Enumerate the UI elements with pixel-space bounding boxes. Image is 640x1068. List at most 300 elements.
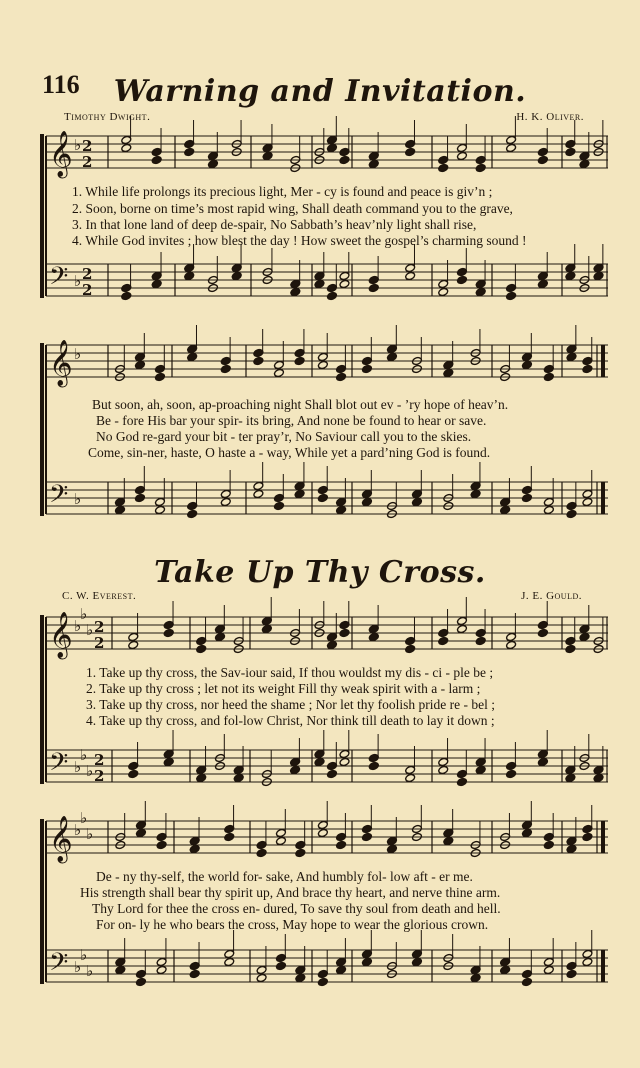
note-head [362, 356, 373, 365]
note-head [290, 287, 301, 296]
note-head [565, 636, 576, 645]
note-head [522, 820, 533, 829]
flat-sign-icon: ♭ [86, 762, 94, 780]
note-head [582, 832, 593, 841]
note-head [500, 505, 511, 514]
note-head [136, 828, 147, 837]
time-signature-icon: 2 [82, 153, 93, 171]
note-head [262, 143, 273, 152]
note-head [412, 949, 423, 958]
note-head [405, 636, 416, 645]
note-head [470, 973, 481, 982]
flat-sign-icon: ♭ [86, 825, 94, 843]
flat-sign-icon: ♭ [86, 962, 94, 980]
note-head [506, 761, 517, 770]
note-head [256, 840, 267, 849]
hymn1-composer: H. K. Oliver. [516, 111, 584, 123]
note-head [187, 509, 198, 518]
treble-clef-icon: 𝄞 [49, 340, 73, 386]
note-head [457, 777, 468, 786]
note-head [565, 644, 576, 653]
note-head [566, 969, 577, 978]
note-head [151, 155, 162, 164]
flat-sign-icon: ♭ [80, 946, 88, 964]
note-head [582, 949, 593, 958]
note-head [339, 155, 350, 164]
note-head [336, 957, 347, 966]
note-head [579, 159, 590, 168]
note-head [336, 497, 347, 506]
hymn1-verse-line-3: 3. In that lone land of deep de-spair, No Sabbath’s heav’nly light shall rise, [72, 217, 477, 232]
note-head [294, 348, 305, 357]
note-head [294, 481, 305, 490]
flat-sign-icon: ♭ [80, 746, 88, 764]
hymn1-refrain-line-4: Come, sin-ner, haste, O haste a - way, While yet a pard’ning God is found. [88, 445, 491, 460]
note-head [368, 159, 379, 168]
note-head [537, 628, 548, 637]
note-head [368, 275, 379, 284]
note-head [593, 271, 604, 280]
note-head [368, 761, 379, 770]
note-head [475, 163, 486, 172]
note-head [470, 965, 481, 974]
note-head [155, 497, 166, 506]
note-head [220, 489, 231, 498]
note-head [565, 263, 576, 272]
note-head [566, 509, 577, 518]
note-head [317, 360, 328, 369]
page-number: 116 [42, 70, 80, 99]
note-head [522, 828, 533, 837]
note-head [475, 757, 486, 766]
note-head [156, 965, 167, 974]
note-head [317, 485, 328, 494]
note-head [336, 840, 347, 849]
time-signature-icon: 2 [94, 751, 105, 769]
note-head [593, 765, 604, 774]
time-signature-icon: 2 [94, 634, 105, 652]
note-head [317, 493, 328, 502]
note-head [475, 636, 486, 645]
note-head [522, 485, 533, 494]
note-head [387, 844, 398, 853]
note-head [412, 489, 423, 498]
note-head [537, 155, 548, 164]
note-head [543, 840, 554, 849]
note-head [156, 840, 167, 849]
note-head [457, 616, 468, 625]
note-head [522, 493, 533, 502]
bass-clef-icon: 𝄢 [49, 480, 69, 515]
note-head [115, 965, 126, 974]
note-head [522, 969, 533, 978]
note-head [128, 761, 139, 770]
flat-sign-icon: ♭ [74, 272, 82, 290]
hymn1-refrain-line-1: But soon, ah, soon, ap-proaching night Shall blot out ev - ’ry hope of heav’n. [92, 397, 509, 412]
note-head [368, 753, 379, 762]
note-head [412, 957, 423, 966]
note-head [128, 640, 139, 649]
note-head [565, 139, 576, 148]
hymn1-refrain-line-3: No God re-gard your bit - ter pray’r, No Saviour call you to the skies. [96, 429, 472, 444]
hymn2-author: C. W. Everest. [62, 590, 137, 602]
note-head [593, 773, 604, 782]
note-head [336, 832, 347, 841]
note-head [163, 757, 174, 766]
note-head [543, 832, 554, 841]
note-head [506, 769, 517, 778]
note-head [115, 957, 126, 966]
flat-sign-icon: ♭ [74, 617, 82, 635]
note-head [506, 135, 517, 144]
time-signature-icon: 2 [82, 137, 93, 155]
note-head [475, 287, 486, 296]
note-head [155, 505, 166, 514]
note-head [295, 848, 306, 857]
note-head [184, 263, 195, 272]
bass-clef-icon: 𝄢 [49, 948, 69, 983]
note-head [339, 620, 350, 629]
note-head [196, 765, 207, 774]
note-head [121, 283, 132, 292]
time-signature-icon: 2 [82, 265, 93, 283]
note-head [537, 271, 548, 280]
note-head [438, 636, 449, 645]
note-head [566, 961, 577, 970]
note-head [438, 765, 449, 774]
note-head [565, 765, 576, 774]
note-head [327, 632, 338, 641]
note-head [196, 773, 207, 782]
note-head [317, 352, 328, 361]
note-head [565, 271, 576, 280]
note-head [579, 632, 590, 641]
note-head [314, 749, 325, 758]
note-head [115, 505, 126, 514]
note-head [317, 820, 328, 829]
note-head [276, 961, 287, 970]
note-head [443, 360, 454, 369]
note-head [295, 965, 306, 974]
hymn2-title: Take Up Thy Cross. [154, 555, 486, 590]
note-head [506, 632, 517, 641]
note-head [336, 364, 347, 373]
treble-clef-icon: 𝄞 [49, 612, 73, 658]
note-head [151, 147, 162, 156]
treble-clef-icon: 𝄞 [49, 816, 73, 862]
note-head [253, 481, 264, 490]
flat-sign-icon: ♭ [74, 490, 82, 508]
note-head [543, 965, 554, 974]
note-head [368, 624, 379, 633]
note-head [475, 155, 486, 164]
hymn2-verse-line-3: 3. Take up thy cross, nor heed the shame ; Nor let thy foolish pride re - bel ; [86, 697, 495, 712]
note-head [582, 489, 593, 498]
hymn2-verse-line-4: 4. Take up thy cross, and fol-low Christ, Nor think till death to lay it down ; [86, 713, 495, 728]
note-head [262, 151, 273, 160]
note-head [294, 489, 305, 498]
note-head [189, 961, 200, 970]
note-head [156, 832, 167, 841]
note-head [220, 356, 231, 365]
note-head [368, 151, 379, 160]
note-head [327, 640, 338, 649]
note-head [336, 505, 347, 514]
note-head [543, 957, 554, 966]
note-head [543, 497, 554, 506]
note-head [457, 275, 468, 284]
note-head [276, 828, 287, 837]
note-head [405, 139, 416, 148]
note-head [457, 151, 468, 160]
note-head [457, 143, 468, 152]
note-head [256, 965, 267, 974]
note-head [256, 848, 267, 857]
flat-sign-icon: ♭ [80, 809, 88, 827]
note-head [314, 271, 325, 280]
treble-clef-icon: 𝄞 [49, 131, 73, 177]
note-head [136, 820, 147, 829]
note-head [136, 969, 147, 978]
note-head [224, 824, 235, 833]
note-head [522, 977, 533, 986]
time-signature-icon: 2 [94, 618, 105, 636]
note-head [295, 973, 306, 982]
note-head [537, 749, 548, 758]
note-head [362, 824, 373, 833]
note-head [135, 352, 146, 361]
note-head [500, 497, 511, 506]
hymn2-refrain-line-3: Thy Lord for thee the cross en- dured, To save thy soul from death and hell. [92, 901, 501, 916]
note-head [314, 279, 325, 288]
note-head [274, 360, 285, 369]
note-head [327, 761, 338, 770]
time-signature-icon: 2 [82, 281, 93, 299]
note-head [506, 640, 517, 649]
note-head [543, 505, 554, 514]
note-head [327, 135, 338, 144]
note-head [522, 352, 533, 361]
note-head [184, 271, 195, 280]
hymn1-verse-line-2: 2. Soon, borne on time’s most rapid wing, Shall death command you to the grave, [72, 201, 513, 216]
note-head [224, 832, 235, 841]
flat-sign-icon: ♭ [74, 758, 82, 776]
note-head [163, 749, 174, 758]
note-head [276, 836, 287, 845]
note-head [136, 977, 147, 986]
note-head [231, 271, 242, 280]
note-head [362, 832, 373, 841]
note-head [290, 279, 301, 288]
note-head [339, 147, 350, 156]
note-head [163, 620, 174, 629]
note-head [233, 773, 244, 782]
note-head [317, 969, 328, 978]
note-head [224, 957, 235, 966]
note-head [457, 624, 468, 633]
note-head [566, 352, 577, 361]
note-head [187, 501, 198, 510]
hymn2-refrain-line-1: De - ny thy-self, the world for- sake, And humbly fol- low aft - er me. [96, 869, 473, 884]
note-head [128, 632, 139, 641]
note-head [475, 765, 486, 774]
flat-sign-icon: ♭ [74, 821, 82, 839]
note-head [256, 973, 267, 982]
note-head [121, 143, 132, 152]
note-head [327, 291, 338, 300]
bass-clef-icon: 𝄢 [49, 262, 69, 297]
note-head [314, 757, 325, 766]
note-head [290, 765, 301, 774]
note-head [443, 828, 454, 837]
note-head [295, 840, 306, 849]
note-head [184, 147, 195, 156]
note-head [151, 279, 162, 288]
note-head [155, 372, 166, 381]
note-head [274, 501, 285, 510]
note-head [368, 283, 379, 292]
note-head [443, 836, 454, 845]
hymn1-verse-line-1: 1. While life prolongs its precious light, Mer - cy is found and peace is giv’n ; [72, 184, 493, 199]
note-head [582, 497, 593, 506]
hymn1-refrain-line-2: Be - fore His bar your spir- its bring, And none be found to hear or save. [96, 413, 487, 428]
hymn1-title: Warning and Invitation. [113, 74, 527, 109]
note-head [261, 624, 272, 633]
note-head [128, 769, 139, 778]
flat-sign-icon: ♭ [74, 136, 82, 154]
note-head [543, 364, 554, 373]
note-head [336, 965, 347, 974]
note-head [368, 632, 379, 641]
note-head [362, 364, 373, 373]
flat-sign-icon: ♭ [74, 345, 82, 363]
note-head [362, 949, 373, 958]
note-head [506, 283, 517, 292]
note-head [189, 836, 200, 845]
note-head [184, 139, 195, 148]
note-head [274, 493, 285, 502]
note-head [276, 953, 287, 962]
note-head [537, 620, 548, 629]
note-head [135, 493, 146, 502]
hymn2-refrain-line-4: For on- ly he who bears the cross, May hope to wear the glorious crown. [96, 917, 489, 932]
note-head [327, 283, 338, 292]
note-head [387, 344, 398, 353]
note-head [317, 977, 328, 986]
note-head [224, 949, 235, 958]
note-head [412, 497, 423, 506]
note-head [196, 644, 207, 653]
note-head [220, 497, 231, 506]
note-head [500, 965, 511, 974]
note-head [543, 372, 554, 381]
note-head [362, 957, 373, 966]
note-head [339, 749, 350, 758]
hymn2-verse-line-2: 2. Take up thy cross ; let not its weight Fill thy weak spirit with a - larm ; [86, 681, 481, 696]
note-head [475, 279, 486, 288]
note-head [339, 628, 350, 637]
note-head [537, 757, 548, 766]
note-head [582, 957, 593, 966]
note-head [438, 163, 449, 172]
note-head [208, 159, 219, 168]
note-head [506, 291, 517, 300]
note-head [405, 773, 416, 782]
hymn2-refrain-line-2: His strength shall bear thy spirit up, And brace thy heart, and nerve thine arm. [80, 885, 501, 900]
time-signature-icon: 2 [94, 767, 105, 785]
note-head [506, 143, 517, 152]
note-head [155, 364, 166, 373]
note-head [253, 348, 264, 357]
note-head [593, 263, 604, 272]
note-head [261, 616, 272, 625]
note-head [470, 489, 481, 498]
note-head [443, 368, 454, 377]
note-head [187, 344, 198, 353]
note-head [470, 481, 481, 490]
note-head [294, 356, 305, 365]
note-head [438, 279, 449, 288]
note-head [582, 824, 593, 833]
note-head [457, 769, 468, 778]
note-head [253, 356, 264, 365]
note-head [135, 360, 146, 369]
hymn1-verse-line-4: 4. While God invites ; how blest the day ! How sweet the gospel’s charming sound ! [72, 233, 527, 248]
note-head [121, 135, 132, 144]
note-head [233, 765, 244, 774]
flat-sign-icon: ♭ [86, 621, 94, 639]
note-head [189, 969, 200, 978]
note-head [317, 828, 328, 837]
note-head [189, 844, 200, 853]
note-head [387, 352, 398, 361]
note-head [537, 279, 548, 288]
note-head [475, 628, 486, 637]
note-head [405, 644, 416, 653]
note-head [405, 765, 416, 774]
note-head [121, 291, 132, 300]
note-head [566, 836, 577, 845]
note-head [339, 757, 350, 766]
note-head [135, 485, 146, 494]
note-head [438, 757, 449, 766]
note-head [215, 624, 226, 633]
note-head [220, 364, 231, 373]
hymn2-verse-line-1: 1. Take up thy cross, the Sav-iour said, If thou wouldst my dis - ci - ple be ; [86, 665, 494, 680]
note-head [231, 263, 242, 272]
note-head [253, 489, 264, 498]
note-head [522, 360, 533, 369]
note-head [215, 632, 226, 641]
note-head [405, 263, 416, 272]
note-head [187, 352, 198, 361]
note-head [582, 356, 593, 365]
note-head [156, 957, 167, 966]
note-head [438, 287, 449, 296]
note-head [438, 155, 449, 164]
note-head [579, 624, 590, 633]
note-head [290, 757, 301, 766]
note-head [208, 151, 219, 160]
hymn1-author: Timothy Dwight. [64, 111, 151, 123]
note-head [163, 628, 174, 637]
note-head [405, 271, 416, 280]
note-head [387, 836, 398, 845]
note-head [579, 151, 590, 160]
note-head [274, 368, 285, 377]
note-head [405, 147, 416, 156]
note-head [582, 364, 593, 373]
